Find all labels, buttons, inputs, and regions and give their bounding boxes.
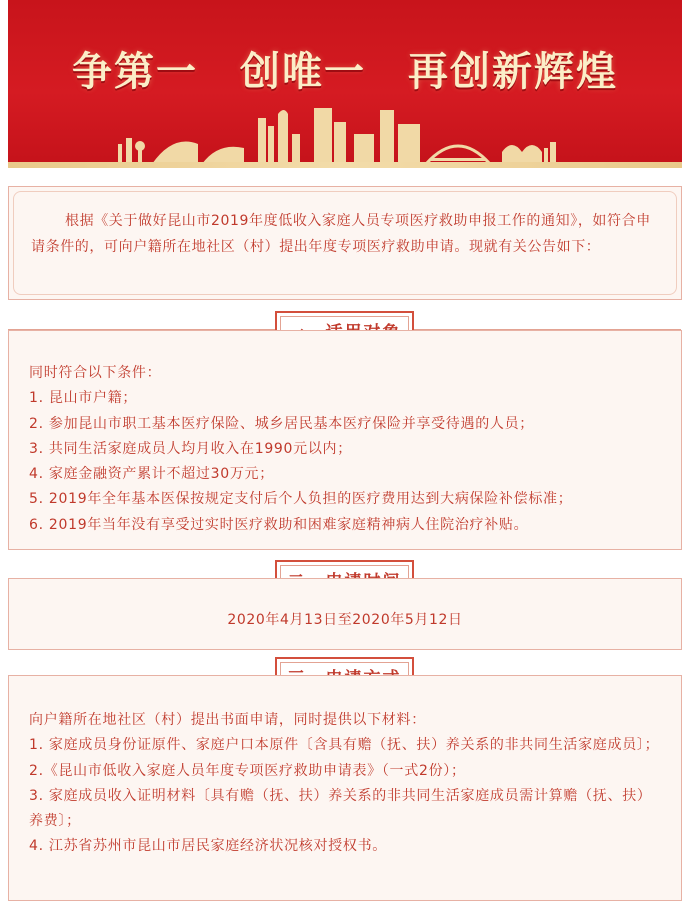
- list-item: 4. 家庭金融资产累计不超过30万元；: [29, 466, 274, 483]
- list-item: 1. 昆山市户籍；: [29, 390, 138, 407]
- city-skyline-icon: [118, 104, 558, 164]
- materials-lead: 向户籍所在地社区（村）提出书面申请，同时提供以下材料：: [29, 712, 426, 728]
- banner-base-strip: [8, 162, 682, 168]
- eligibility-panel: [8, 330, 682, 550]
- list-item: 6. 2019年当年没有享受过实时医疗救助和困难家庭精神病人住院治疗补贴。: [29, 516, 529, 533]
- intro-panel: [8, 186, 682, 300]
- banner-title: 争第一 创唯一 再创新辉煌: [72, 48, 618, 95]
- list-item: 2. 参加昆山市职工基本医疗保险、城乡居民基本医疗保险并享受待遇的人员；: [29, 415, 535, 432]
- application-period: 2020年4月13日至2020年5月12日: [227, 612, 463, 628]
- list-item: 4. 江苏省苏州市昆山市居民家庭经济状况核对授权书。: [29, 838, 388, 855]
- application-period-panel: [8, 578, 682, 650]
- list-item: 5. 2019年全年基本医保按规定支付后个人负担的医疗费用达到大病保险补偿标准；: [29, 491, 573, 508]
- eligibility-lead: 同时符合以下条件：: [29, 365, 162, 381]
- header-banner: [8, 0, 682, 168]
- eligibility-list: [29, 361, 661, 538]
- list-item: 1. 家庭成员身份证原件、家庭户口本原件〔含具有赡（抚、扶）养关系的非共同生活家庭成员〕；: [29, 737, 660, 754]
- list-item: 3. 共同生活家庭成员人均月收入在1990元以内；: [29, 440, 352, 457]
- application-method-panel: [8, 675, 682, 901]
- materials-list: [29, 708, 661, 860]
- intro-text: 根据《关于做好昆山市2019年度低收入家庭人员专项医疗救助申报工作的通知》，如符合申请条件的，可向户籍所在地社区（村）提出年度专项医疗救助申请。现就有关公告如下：: [31, 213, 651, 255]
- list-item: 2.《昆山市低收入家庭人员年度专项医疗救助申请表》（一式2份）；: [29, 762, 466, 779]
- list-item: 3. 家庭成员收入证明材料〔具有赡（抚、扶）养关系的非共同生活家庭成员需计算赡（抚、扶）养费〕；: [29, 787, 652, 830]
